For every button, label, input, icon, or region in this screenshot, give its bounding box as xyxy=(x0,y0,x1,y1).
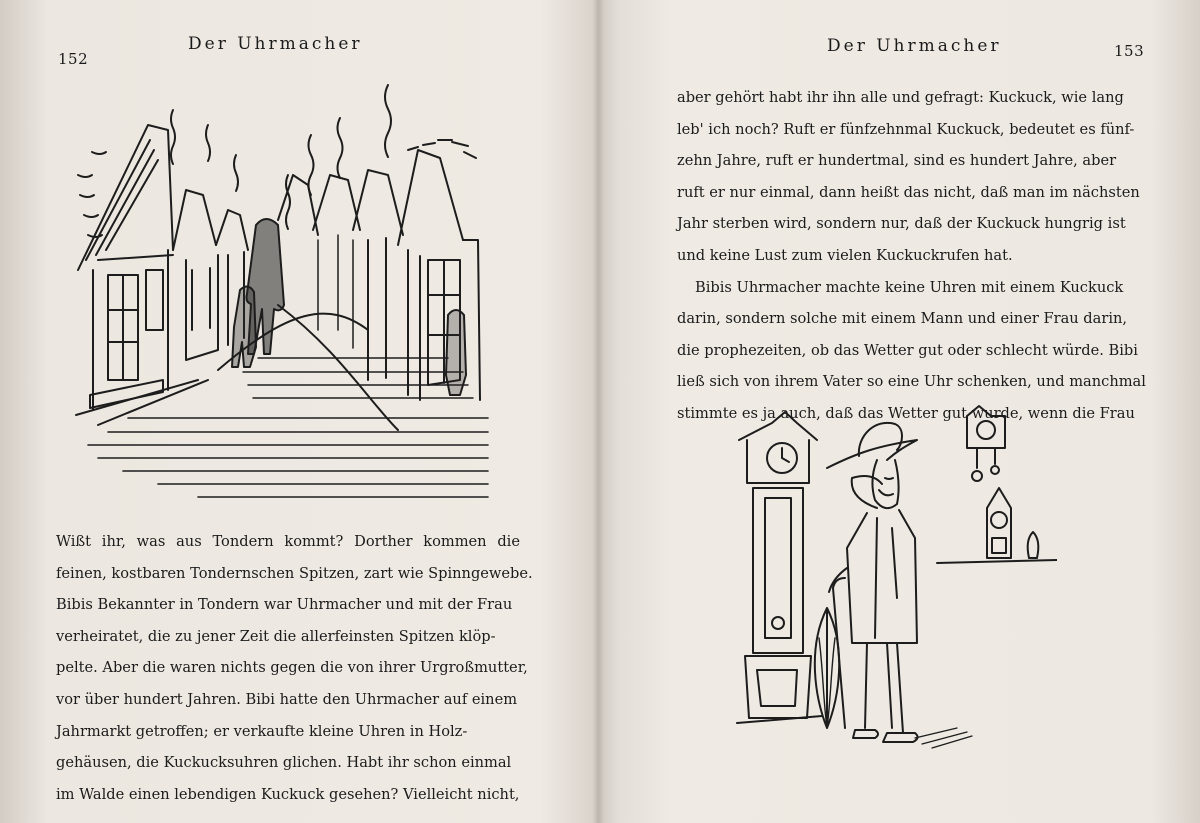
text-line: ließ sich von ihrem Vater so eine Uhr schenken, und manchmal xyxy=(677,373,1146,391)
running-head-left: Der Uhrmacher xyxy=(188,34,363,54)
right-page xyxy=(597,0,1200,823)
text-line: feinen, kostbaren Tondernschen Spitzen, zart wie Spinngewebe. xyxy=(56,564,533,582)
running-head-right: Der Uhrmacher xyxy=(827,36,1002,56)
text-line: Jahr sterben wird, sondern nur, daß der Kuckuck hungrig ist xyxy=(677,215,1126,233)
text-line: ruft er nur einmal, dann heißt das nicht, daß man im nächsten xyxy=(677,183,1140,201)
text-line: im Walde einen lebendigen Kuckuck gesehen? Vielleicht nicht, xyxy=(56,785,520,803)
page-number-left: 152 xyxy=(58,50,89,68)
text-line: leb' ich noch? Ruft er fünfzehnmal Kuckuck, bedeutet es fünf- xyxy=(677,120,1135,138)
watchmaker-with-clocks-illustration xyxy=(727,398,1057,768)
text-line: Bibis Uhrmacher machte keine Uhren mit einem Kuckuck xyxy=(695,278,1124,296)
text-line: zehn Jahre, ruft er hundertmal, sind es hundert Jahre, aber xyxy=(677,152,1117,170)
page-number-right: 153 xyxy=(1114,42,1145,60)
text-line: gehäusen, die Kuckucksuhren glichen. Habt ihr schon einmal xyxy=(56,754,512,772)
left-page-text xyxy=(56,526,533,810)
text-line: vor über hundert Jahren. Bibi hatte den Uhrmacher auf einem xyxy=(56,690,518,708)
text-line: Wißt ihr, was aus Tondern kommt? Dorther kommen die xyxy=(56,533,520,550)
text-line: und keine Lust zum vielen Kuckuckrufen hat. xyxy=(677,246,1013,264)
text-line: die prophezeiten, ob das Wetter gut oder schlecht würde. Bibi xyxy=(677,341,1138,359)
text-line: darin, sondern solche mit einem Mann und einer Frau darin, xyxy=(677,310,1128,328)
text-line: Jahrmarkt getroffen; er verkaufte kleine Uhren in Holz- xyxy=(56,722,468,740)
text-line: verheiratet, die zu jener Zeit die allerfeinsten Spitzen klöp- xyxy=(56,627,496,645)
text-line: aber gehört habt ihr ihn alle und gefragt: Kuckuck, wie lang xyxy=(677,89,1124,106)
right-page-text xyxy=(677,82,1147,430)
text-line: Bibis Bekannter in Tondern war Uhrmacher und mit der Frau xyxy=(56,596,513,614)
village-street-illustration xyxy=(68,80,498,520)
text-line: pelte. Aber die waren nichts gegen die von ihrer Urgroßmutter, xyxy=(56,659,528,677)
left-page xyxy=(0,0,597,823)
text-line: stimmte es ja auch, daß das Wetter gut wurde, wenn die Frau xyxy=(677,404,1135,422)
